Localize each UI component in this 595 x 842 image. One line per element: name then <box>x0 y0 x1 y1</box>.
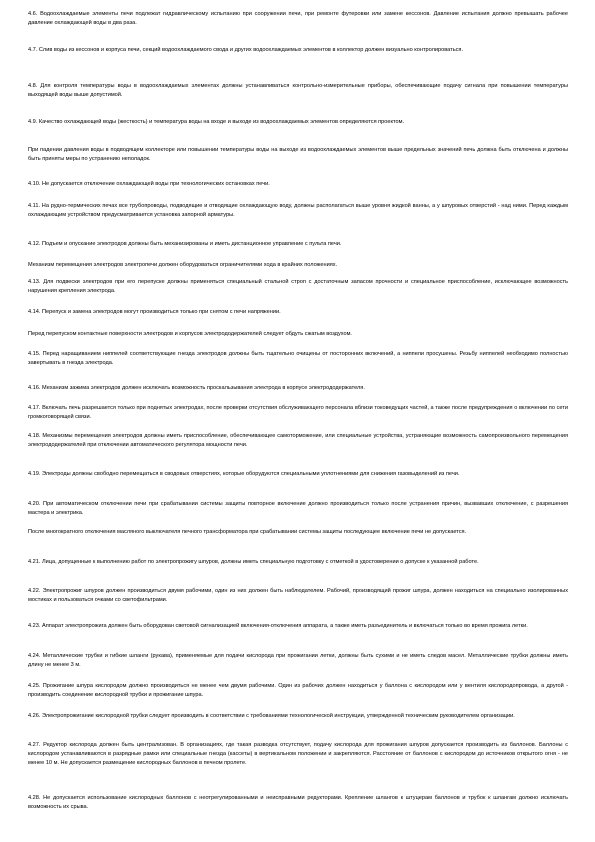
paragraph-4-19: 4.19. Электроды должны свободно перемещаться в сводовых отверстиях, которые оборудуются специальными уплотнениями для снижения газовыделений из печи. <box>28 471 460 477</box>
paragraph-4-15: 4.15. Перед наращиванием ниппелей соответствующие гнезда электродов должны быть тщательно очищены от посторонних включений, а ниппели просушены. Резьбу ниппелей необходимо полностью завертывать в гнезда электрода. <box>28 351 568 367</box>
paragraph-4-24: 4.24. Металлические трубки и гибкие шланги (рукава), применяемые для подачи кислорода при прожигании летки, должны быть сухими и не иметь следов масел. Металлические трубки должны иметь длину не менее 3 м. <box>28 653 568 669</box>
paragraph-electrode-mechanism: Механизм перемещения электродов электропечи должен оборудоваться ограничителями хода в крайних положениях. <box>28 262 338 268</box>
paragraph-4-16: 4.16. Механизм зажима электродов должен исключать возможность проскальзывания электрода в корпусе электрододержателя. <box>28 385 365 391</box>
paragraph-4-25: 4.25. Прожигание шпура кислородом должно производиться не менее чем двумя рабочими. Один из рабочих должен находиться у баллона с кислородом или у вентиля кислородопровода, а другой - производить соединение кислородной трубки и прожигание шпура. <box>28 683 568 699</box>
paragraph-4-8: 4.8. Для контроля температуры воды в водоохлаждаемых элементах должны устанавливаться контрольно-измерительные приборы, обеспечивающие подачу сигнала при повышении температуры выходящей воды выше допустимой. <box>28 83 568 99</box>
paragraph-4-14: 4.14. Перепуск и замена электродов могут производиться только при снятом с печи напряжении. <box>28 309 281 315</box>
paragraph-repeated-shutdown: После многократного отключения масляного выключателя печного трансформатора при срабатывании системы защиты последующее включение печи не допускается. <box>28 529 467 535</box>
paragraph-4-20: 4.20. При автоматическом отключении печи при срабатывании системы защиты повторное включение должно производиться только после устранения причин, вызвавших отключение, с разрешения мастера и электрика. <box>28 501 568 517</box>
paragraph-4-12: 4.12. Подъем и опускание электродов должны быть механизированы и иметь дистанционное управление с пульта печи. <box>28 241 342 247</box>
paragraph-contact-surfaces: Перед перепуском контактные поверхности электродов и корпусов электрододержателей следует обдуть сжатым воздухом. <box>28 331 352 337</box>
paragraph-4-13: 4.13. Для подвески электродов при его перепуске должны применяться специальный стальной строп с достаточным запасом прочности и специальное приспособление, исключающее возможность нарушения крепления электрода. <box>28 279 568 295</box>
paragraph-4-22: 4.22. Электропрожиг шпуров должен производиться двумя рабочими, один из них должен быть наблюдателем. Рабочий, производящий прожиг шпура, должен находиться на специально изолированных мостиках и пользоваться очками со светофильтрами. <box>28 588 568 604</box>
paragraph-4-7: 4.7. Слив воды из кессонов и корпуса печи, секций водоохлаждаемого свода и других водоохлаждаемых элементов в коллектор должен визуально контролироваться. <box>28 47 464 53</box>
paragraph-4-6: 4.6. Водоохлаждаемые элементы печи подлежат гидравлическому испытанию при сооружении печи, при ремонте футеровки или замене кессонов. Давление испытания должно превышать рабочее давление охлаждающей воды в два раза. <box>28 11 568 27</box>
paragraph-4-18: 4.18. Механизмы перемещения электродов должны иметь приспособление, обеспечивающее самоторможение, или специальные устройства, устраняющие возможность самопроизвольного перемещения электрододержателей при отключении автоматического регулятора мощности печи. <box>28 433 568 449</box>
paragraph-4-17: 4.17. Включать печь разрешается только при поднятых электродах, после проверки отсутствия обслуживающего персонала вблизи токоведущих частей, а также после предупреждения о включении по сети громкоговорящей связи. <box>28 405 568 421</box>
paragraph-4-27: 4.27. Редуктор кислорода должен быть централизован. В организациях, где такая разводка отсутствует, подачу кислорода для прожигания шпуров допускается производить из баллонов. Баллоны с кислородом устанавливаются в разрядные рамки или специальные гнезда (кассеты) в вертикальном положении и закрепляются. Расстояние от баллонов с кислородом до источников открытого огня - не менее 10 м. Не допускается размещение кислородных баллонов в печном пролете. <box>28 742 568 767</box>
paragraph-cooling-pressure: При падении давления воды в подводящем коллекторе или повышении температуры воды на выходе из водоохлаждаемых элементов выше предельных значений печь должна быть отключена и должны быть приняты меры по устранению неполадок. <box>28 147 568 163</box>
paragraph-4-26: 4.26. Электропрожигание кислородной трубки следует производить в соответствии с требованиями технологической инструкции, утвержденной техническим руководителем организации. <box>28 713 515 719</box>
paragraph-4-28: 4.28. Не допускается использование кислородных баллонов с неотрегулированными и неисправными редукторами. Крепление шлангов к штуцерам баллонов и трубок к шлангам должно исключать возможность их срыва. <box>28 795 568 811</box>
paragraph-4-23: 4.23. Аппарат электропрожига должен быть оборудован световой сигнализацией включения-отключения аппарата, а также иметь разъединитель и включаться только во время прожига летки. <box>28 623 528 629</box>
paragraph-4-9: 4.9. Качество охлаждающей воды (жесткость) и температура воды на входе и выходе из водоохлаждаемых элементов определяются проектом. <box>28 119 405 125</box>
paragraph-4-10: 4.10. Не допускается отключение охлаждающей воды при технологических остановках печи. <box>28 181 270 187</box>
paragraph-4-21: 4.21. Лица, допущенные к выполнению работ по электропрожигу шпуров, должны иметь специальную подготовку с отметкой в удостоверении о допуске к указанной работе. <box>28 559 479 565</box>
paragraph-4-11: 4.11. На рудно-термических печах все трубопроводы, подводящие и отводящие охлаждающую воду, должны располагаться выше уровня жидкой ванны, а у шпуровых отверстий - над ними. Перед каждым охлаждающим устройством предусматривается установка запорной арматуры. <box>28 203 568 219</box>
